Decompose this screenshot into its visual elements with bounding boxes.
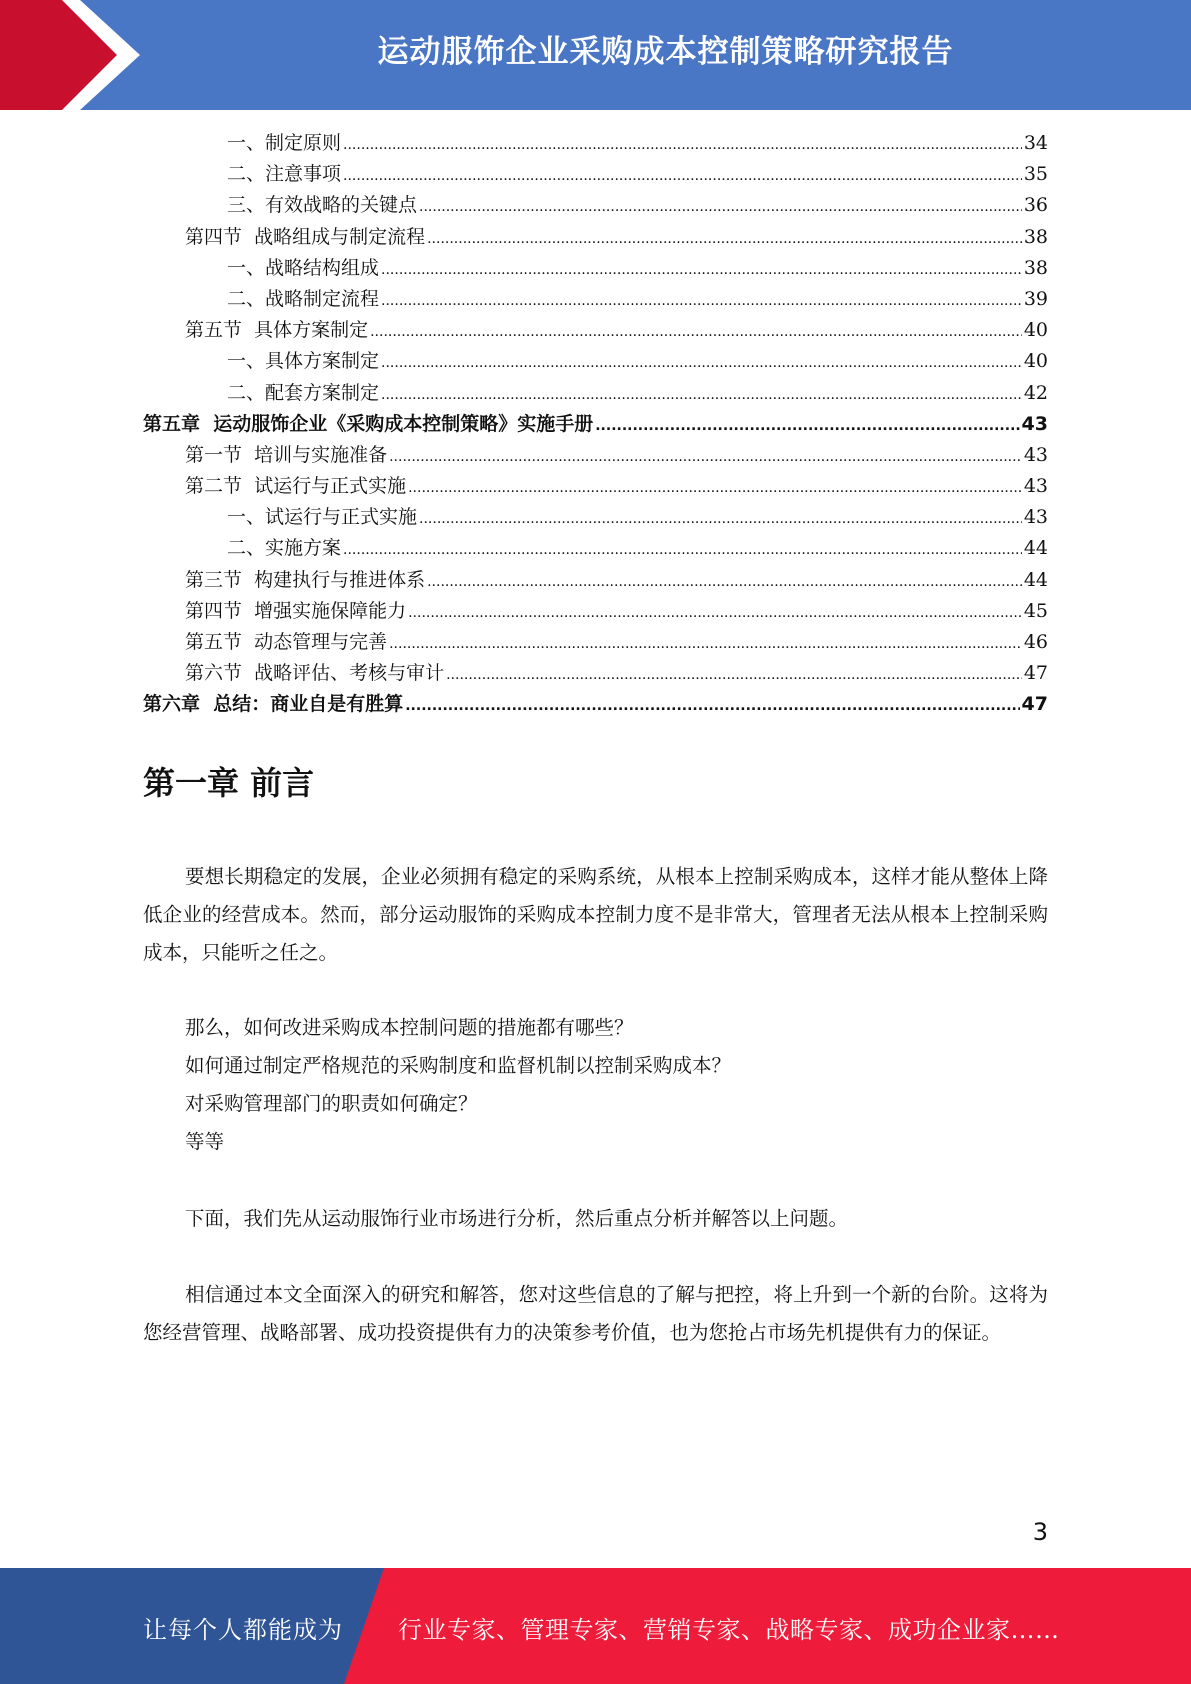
toc-entry-page: 40	[1023, 319, 1048, 342]
toc-entry-title: 一、战略结构组成	[227, 256, 380, 279]
toc-entry[interactable]	[143, 159, 1048, 190]
toc-leader-dots	[381, 255, 1022, 286]
toc-leader-dots	[343, 161, 1022, 192]
question-3: 对采购管理部门的职责如何确定？	[185, 1092, 478, 1115]
toc-entry-title: 第五章 运动服饰企业《采购成本控制策略》实施手册	[143, 412, 594, 435]
chapter-title: 第一章 前言	[143, 764, 315, 802]
toc-entry[interactable]	[143, 222, 1048, 253]
toc-leader-dots	[343, 535, 1022, 566]
question-etc: 等等	[185, 1130, 225, 1153]
toc-entry-page: 43	[1023, 443, 1048, 466]
closing-paragraph: 相信通过本文全面深入的研究和解答，您对这些信息的了解与把控，将上升到一个新的台阶。这将为您经营管理、战略部署、成功投资提供有力的决策参考价值，也为您抢占市场先机提供有力的保证。	[143, 1283, 1048, 1344]
toc-leader-dots	[446, 660, 1022, 691]
toc-entry[interactable]	[143, 471, 1048, 502]
toc-entry-title: 第三节 构建执行与推进体系	[185, 568, 426, 591]
toc-entry[interactable]	[143, 128, 1048, 159]
toc-entry-page: 39	[1023, 287, 1048, 310]
toc-entry-title: 第一节 培训与实施准备	[185, 443, 388, 466]
toc-entry-page: 43	[1021, 412, 1048, 435]
toc-entry-title: 一、试运行与正式实施	[227, 506, 418, 529]
toc-entry[interactable]	[143, 409, 1048, 440]
toc-leader-dots	[408, 473, 1022, 504]
toc-leader-dots	[595, 411, 1019, 442]
toc-entry[interactable]	[143, 284, 1048, 315]
intro-paragraph: 要想长期稳定的发展，企业必须拥有稳定的采购系统，从根本上控制采购成本，这样才能从整体上降低企业的经营成本。然而，部分运动服饰的采购成本控制力度不是非常大，管理者无法从根本上控制采购成本，只能听之任之。	[143, 865, 1048, 964]
page-footer	[0, 1568, 1191, 1684]
toc-entry-page: 47	[1021, 693, 1048, 716]
question-2: 如何通过制定严格规范的采购制度和监督机制以控制采购成本？	[185, 1054, 732, 1077]
toc-leader-dots	[381, 348, 1022, 379]
toc-entry-title: 第六节 战略评估、考核与审计	[185, 662, 445, 685]
footer-slogan-left: 让每个人都能成为	[143, 1616, 343, 1644]
toc-entry[interactable]	[143, 533, 1048, 564]
toc-entry-title: 第五节 具体方案制定	[185, 319, 369, 342]
toc-entry[interactable]	[143, 378, 1048, 409]
toc-leader-dots	[370, 317, 1022, 348]
page-header	[0, 0, 1191, 110]
toc-entry-title: 第二节 试运行与正式实施	[185, 475, 407, 498]
toc-entry-title: 一、具体方案制定	[227, 350, 380, 373]
toc-entry-page: 43	[1023, 475, 1048, 498]
toc-entry[interactable]	[143, 346, 1048, 377]
table-of-contents	[143, 128, 1048, 721]
toc-leader-dots	[381, 286, 1022, 317]
toc-entry[interactable]	[143, 658, 1048, 689]
toc-leader-dots	[419, 504, 1022, 535]
toc-entry-page: 45	[1023, 599, 1048, 622]
toc-entry[interactable]	[143, 315, 1048, 346]
footer-slogan-right: 行业专家、管理专家、营销专家、战略专家、成功企业家……	[398, 1616, 1060, 1644]
toc-entry-page: 44	[1023, 537, 1048, 560]
toc-leader-dots	[389, 629, 1022, 660]
analysis-paragraph: 下面，我们先从运动服饰行业市场进行分析，然后重点分析并解答以上问题。	[185, 1207, 849, 1230]
toc-entry-page: 43	[1023, 506, 1048, 529]
toc-entry-page: 38	[1023, 256, 1048, 279]
toc-entry-page: 40	[1023, 350, 1048, 373]
toc-entry[interactable]	[143, 565, 1048, 596]
toc-leader-dots	[405, 691, 1019, 722]
toc-entry-page: 34	[1023, 132, 1048, 154]
toc-entry[interactable]	[143, 689, 1048, 720]
toc-leader-dots	[389, 442, 1022, 473]
toc-leader-dots	[343, 130, 1022, 161]
toc-leader-dots	[408, 598, 1022, 629]
toc-entry-title: 一、制定原则	[227, 132, 342, 154]
toc-leader-dots	[427, 224, 1022, 255]
toc-entry[interactable]	[143, 253, 1048, 284]
toc-entry-page: 47	[1023, 662, 1048, 685]
toc-entry-page: 44	[1023, 568, 1048, 591]
toc-leader-dots	[381, 380, 1022, 411]
toc-entry-title: 第四节 战略组成与制定流程	[185, 225, 426, 248]
page-number: 3	[1032, 1518, 1048, 1546]
toc-entry-page: 38	[1023, 225, 1048, 248]
toc-entry[interactable]	[143, 596, 1048, 627]
toc-entry-title: 二、注意事项	[227, 163, 342, 186]
toc-entry[interactable]	[143, 627, 1048, 658]
toc-entry-title: 二、实施方案	[227, 537, 342, 560]
toc-entry-title: 二、战略制定流程	[227, 287, 380, 310]
toc-entry[interactable]	[143, 502, 1048, 533]
report-title: 运动服饰企业采购成本控制策略研究报告	[377, 34, 954, 70]
toc-entry[interactable]	[143, 440, 1048, 471]
toc-entry-page: 42	[1023, 381, 1048, 404]
toc-entry-title: 第六章 总结：商业自是有胜算	[143, 693, 404, 716]
toc-entry-title: 二、配套方案制定	[227, 381, 380, 404]
toc-entry-page: 35	[1023, 163, 1048, 186]
toc-entry-page: 46	[1023, 631, 1048, 653]
toc-leader-dots	[427, 567, 1022, 598]
toc-entry-page: 36	[1023, 194, 1048, 217]
question-1: 那么，如何改进采购成本控制问题的措施都有哪些？	[185, 1016, 634, 1039]
toc-entry-title: 第五节 动态管理与完善	[185, 631, 388, 653]
toc-leader-dots	[419, 192, 1022, 223]
toc-entry-title: 三、有效战略的关键点	[227, 194, 418, 217]
toc-entry[interactable]	[143, 190, 1048, 221]
toc-entry-title: 第四节 增强实施保障能力	[185, 599, 407, 622]
